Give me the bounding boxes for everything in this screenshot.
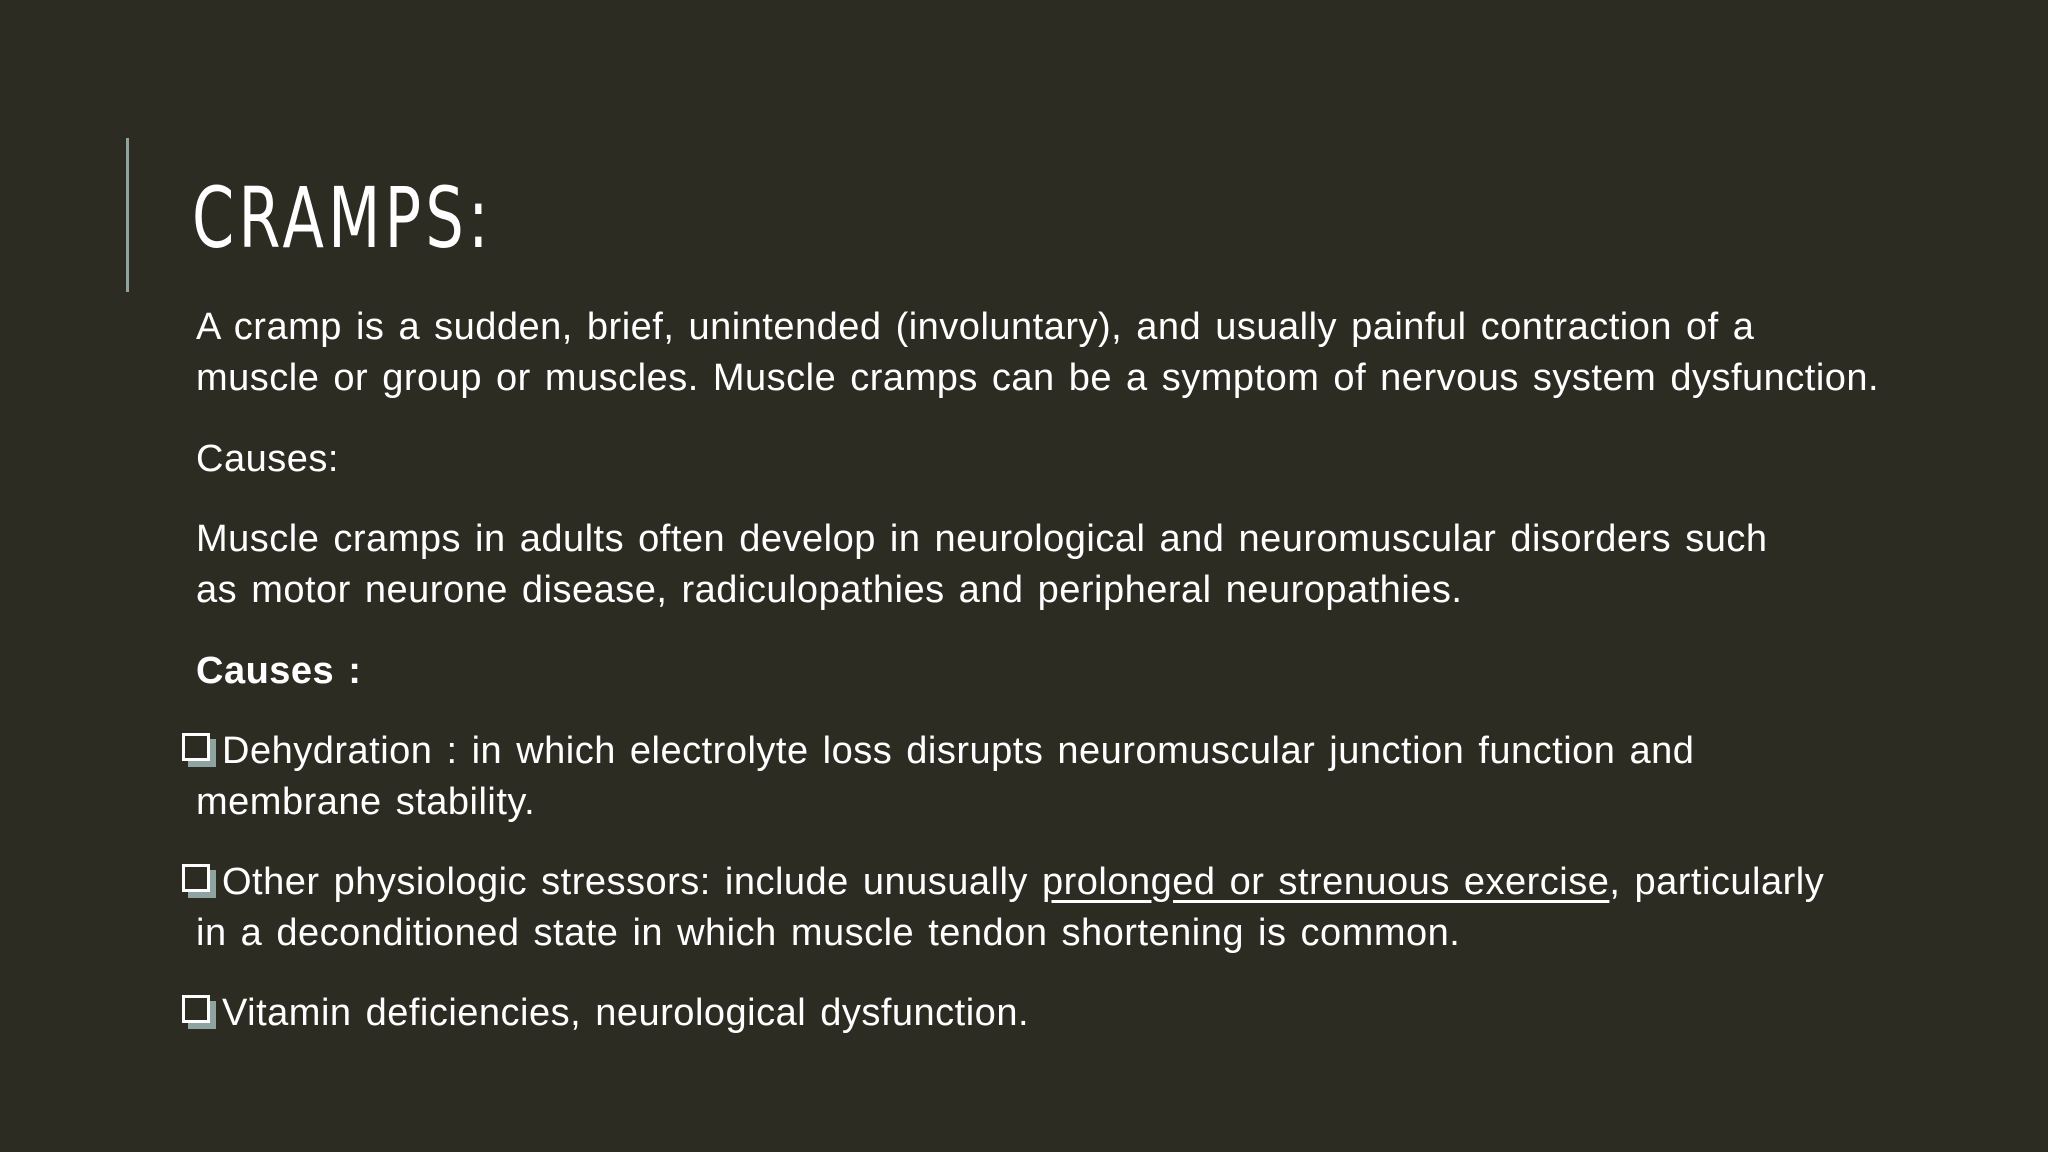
causes-heading: Causes: xyxy=(196,438,339,480)
bullet-1-line-2: membrane stability. xyxy=(196,781,536,823)
causes-line-2: as motor neurone disease, radiculopathies and peripheral neuropathies. xyxy=(196,569,1463,611)
bullet-1-line-1: Dehydration : in which electrolyte loss disrupts neuromuscular junction function and xyxy=(222,730,1695,772)
exercise-link[interactable]: prolonged or strenuous exercise xyxy=(1042,861,1610,903)
bullet-2-post: , particularly xyxy=(1609,861,1825,903)
causes-paragraph xyxy=(196,514,1956,616)
bullet-2-pre: Other physiologic stressors: include unusually xyxy=(222,861,1042,903)
intro-line-2: muscle or group or muscles. Muscle cramps can be a symptom of nervous system dysfunction. xyxy=(196,357,1880,399)
intro-line-1: A cramp is a sudden, brief, unintended (involuntary), and usually painful contraction of a xyxy=(196,306,1755,348)
checkbox-bullet-icon xyxy=(182,733,212,763)
slide-title: CRAMPS: xyxy=(192,169,493,267)
checkbox-bullet-icon xyxy=(182,864,212,894)
bullet-2-line-1 xyxy=(222,857,1982,908)
causes-line-1: Muscle cramps in adults often develop in neurological and neuromuscular disorders such xyxy=(196,518,1768,560)
title-accent-bar xyxy=(126,138,129,292)
bullet-other-stressors-cont xyxy=(196,908,1956,959)
bullet-2-line-2: in a deconditioned state in which muscle tendon shortening is common. xyxy=(196,912,1461,954)
causes-bold-heading: Causes : xyxy=(196,650,362,692)
bullet-dehydration-cont xyxy=(196,777,1956,828)
bullet-3-line-1: Vitamin deficiencies, neurological dysfunction. xyxy=(222,992,1030,1034)
bullet-other-stressors xyxy=(222,857,1982,908)
bullet-dehydration xyxy=(222,726,1982,777)
bullet-vitamin xyxy=(222,988,1982,1039)
intro-paragraph xyxy=(196,302,1956,404)
checkbox-bullet-icon xyxy=(182,995,212,1025)
